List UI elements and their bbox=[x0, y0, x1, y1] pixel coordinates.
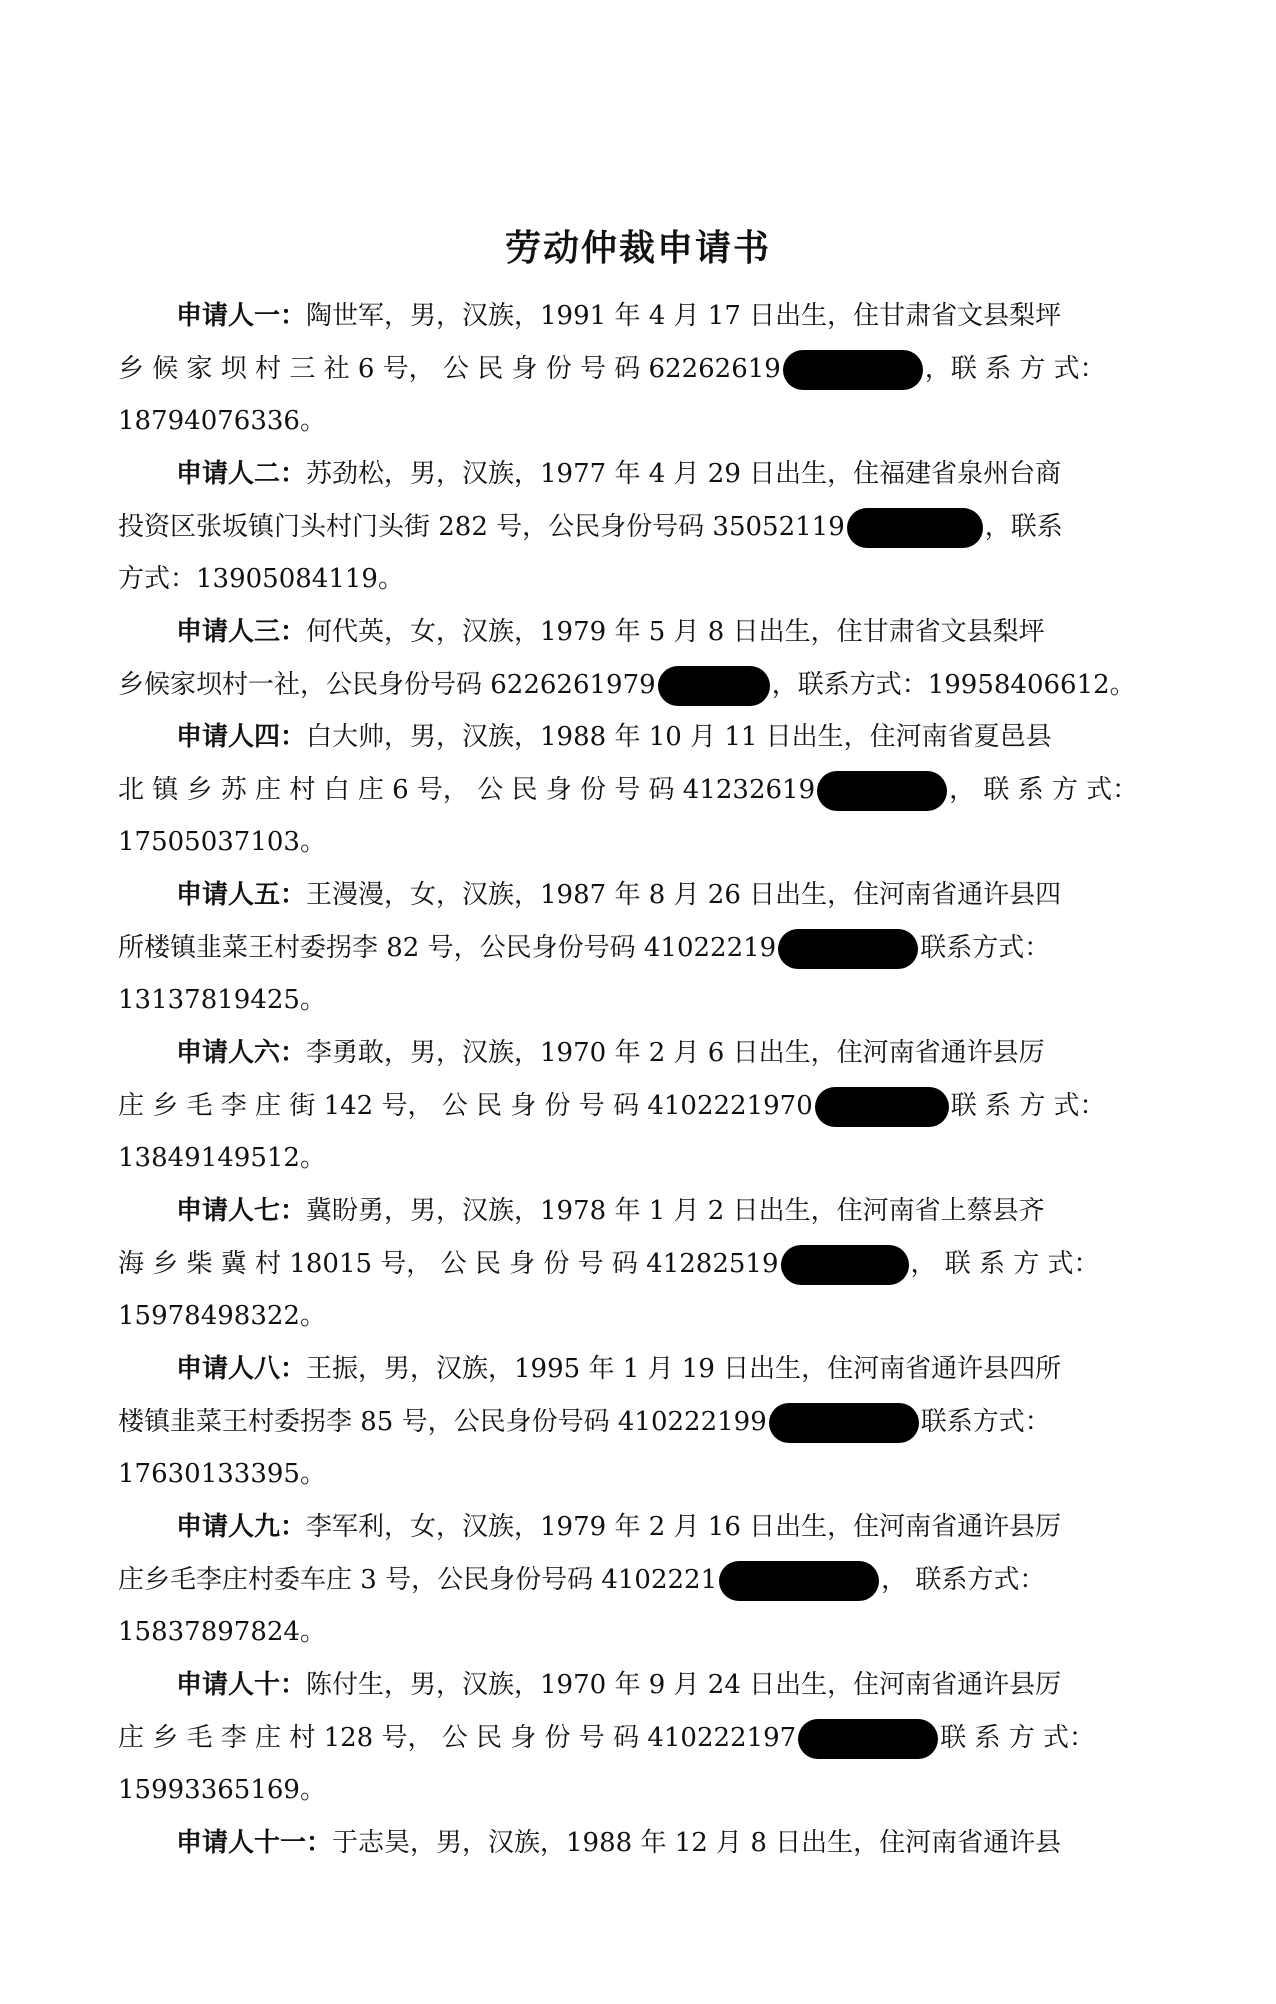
applicant-line: 投资区张坂镇门头村门头街 282 号，公民身份号码 35052119 bbox=[118, 511, 845, 542]
redaction-mark bbox=[778, 929, 918, 969]
applicant-line: 乡 候 家 坝 村 三 社 6 号， 公 民 身 份 号 码 62262619 bbox=[118, 353, 781, 384]
applicant-paragraph-7 bbox=[118, 1185, 1100, 1343]
applicant-line: 冀盼勇，男，汉族，1978 年 1 月 2 日出生，住河南省上蔡县齐 bbox=[306, 1196, 1045, 1226]
applicant-label: 申请人十一： bbox=[176, 1828, 333, 1858]
applicant-paragraph-4 bbox=[118, 711, 1139, 869]
applicant-line: ，联系方式：19958406612。 bbox=[771, 669, 1136, 700]
applicant-line: 15993365169。 bbox=[118, 1775, 326, 1806]
applicant-line: 15837897824。 bbox=[118, 1617, 326, 1648]
applicant-label: 申请人五： bbox=[176, 880, 307, 910]
redaction-mark bbox=[847, 508, 983, 548]
applicant-label: 申请人九： bbox=[176, 1512, 307, 1542]
applicant-line: 联系方式： bbox=[920, 1406, 1051, 1437]
applicant-label: 申请人三： bbox=[176, 617, 307, 647]
applicant-line: 18794076336。 bbox=[118, 406, 326, 437]
applicant-paragraph-3 bbox=[118, 606, 1136, 711]
applicant-line: 王振，男，汉族，1995 年 1 月 19 日出生，住河南省通许县四所 bbox=[306, 1354, 1062, 1384]
applicant-paragraph-5 bbox=[118, 869, 1078, 1027]
redaction-mark bbox=[783, 350, 923, 390]
applicant-label: 申请人一： bbox=[176, 301, 307, 331]
applicant-label: 申请人十： bbox=[176, 1670, 307, 1700]
applicant-line: 17505037103。 bbox=[118, 827, 326, 858]
redaction-mark bbox=[815, 1087, 949, 1127]
applicant-line: ，联系 bbox=[984, 511, 1063, 542]
redaction-mark bbox=[798, 1719, 938, 1759]
applicant-line: 联系方式： bbox=[920, 932, 1051, 963]
applicant-line: 陶世军，男，汉族，1991 年 4 月 17 日出生，住甘肃省文县梨坪 bbox=[306, 301, 1062, 331]
redaction-mark bbox=[817, 771, 947, 811]
applicant-line: ， 联 系 方 式： bbox=[910, 1248, 1100, 1279]
applicant-label: 申请人四： bbox=[176, 722, 307, 752]
applicant-label: 申请人二： bbox=[176, 459, 307, 489]
applicant-paragraph-6 bbox=[118, 1027, 1106, 1185]
applicant-paragraph-8 bbox=[118, 1343, 1078, 1501]
applicant-line: 所楼镇韭菜王村委拐李 82 号，公民身份号码 41022219 bbox=[118, 932, 777, 963]
applicant-line: 北 镇 乡 苏 庄 村 白 庄 6 号， 公 民 身 份 号 码 41232619 bbox=[118, 774, 816, 805]
applicant-line: 13849149512。 bbox=[118, 1143, 326, 1174]
applicant-paragraph-1 bbox=[118, 290, 1106, 448]
applicant-line: 乡候家坝村一社，公民身份号码 6226261979 bbox=[118, 669, 656, 700]
applicant-line: 白大帅，男，汉族，1988 年 10 月 11 日出生，住河南省夏邑县 bbox=[306, 722, 1052, 752]
applicant-line: 楼镇韭菜王村委拐李 85 号，公民身份号码 410222199 bbox=[118, 1406, 767, 1437]
applicant-line: 13137819425。 bbox=[118, 985, 326, 1016]
applicant-line: 联 系 方 式： bbox=[940, 1722, 1096, 1753]
applicant-line: 庄 乡 毛 李 庄 村 128 号， 公 民 身 份 号 码 410222197 bbox=[118, 1722, 797, 1753]
applicant-paragraph-2 bbox=[118, 448, 1078, 606]
applicant-paragraph-9 bbox=[118, 1501, 1078, 1659]
applicant-line: 苏劲松，男，汉族，1977 年 4 月 29 日出生，住福建省泉州台商 bbox=[306, 459, 1062, 489]
applicant-line: 王漫漫，女，汉族，1987 年 8 月 26 日出生，住河南省通许县四 bbox=[306, 880, 1062, 910]
applicant-line: 李勇敢，男，汉族，1970 年 2 月 6 日出生，住河南省通许县厉 bbox=[306, 1038, 1045, 1068]
document-title: 劳动仲裁申请书 bbox=[504, 227, 771, 269]
applicant-line: 何代英，女，汉族，1979 年 5 月 8 日出生，住甘肃省文县梨坪 bbox=[306, 617, 1045, 647]
redaction-mark bbox=[769, 1403, 919, 1443]
applicant-paragraph-10 bbox=[118, 1659, 1096, 1817]
applicant-label: 申请人八： bbox=[176, 1354, 307, 1384]
applicant-line: 李军利，女，汉族，1979 年 2 月 16 日出生，住河南省通许县厉 bbox=[306, 1512, 1062, 1542]
applicant-line: ， 联 系 方 式： bbox=[949, 774, 1139, 805]
redaction-mark bbox=[781, 1245, 909, 1285]
redaction-mark bbox=[658, 666, 770, 706]
applicant-line: 15978498322。 bbox=[118, 1301, 326, 1332]
applicant-line: ，联 系 方 式： bbox=[924, 353, 1106, 384]
applicant-line: 陈付生，男，汉族，1970 年 9 月 24 日出生，住河南省通许县厉 bbox=[306, 1670, 1062, 1700]
applicant-line: 海 乡 柴 冀 村 18015 号， 公 民 身 份 号 码 41282519 bbox=[118, 1248, 779, 1279]
applicant-line: 方式：13905084119。 bbox=[118, 564, 404, 595]
applicant-line: 17630133395。 bbox=[118, 1459, 326, 1490]
applicant-line: 庄 乡 毛 李 庄 街 142 号， 公 民 身 份 号 码 4102221970 bbox=[118, 1090, 813, 1121]
applicant-line: ， 联系方式： bbox=[881, 1564, 1046, 1595]
applicant-line: 于志昊，男，汉族，1988 年 12 月 8 日出生，住河南省通许县 bbox=[332, 1828, 1062, 1858]
redaction-mark bbox=[719, 1561, 879, 1601]
applicant-label: 申请人七： bbox=[176, 1196, 307, 1226]
applicant-label: 申请人六： bbox=[176, 1038, 307, 1068]
applicant-line: 庄乡毛李庄村委车庄 3 号，公民身份号码 4102221 bbox=[118, 1564, 718, 1595]
applicant-paragraph-11 bbox=[118, 1817, 1078, 1870]
applicant-line: 联 系 方 式： bbox=[950, 1090, 1106, 1121]
